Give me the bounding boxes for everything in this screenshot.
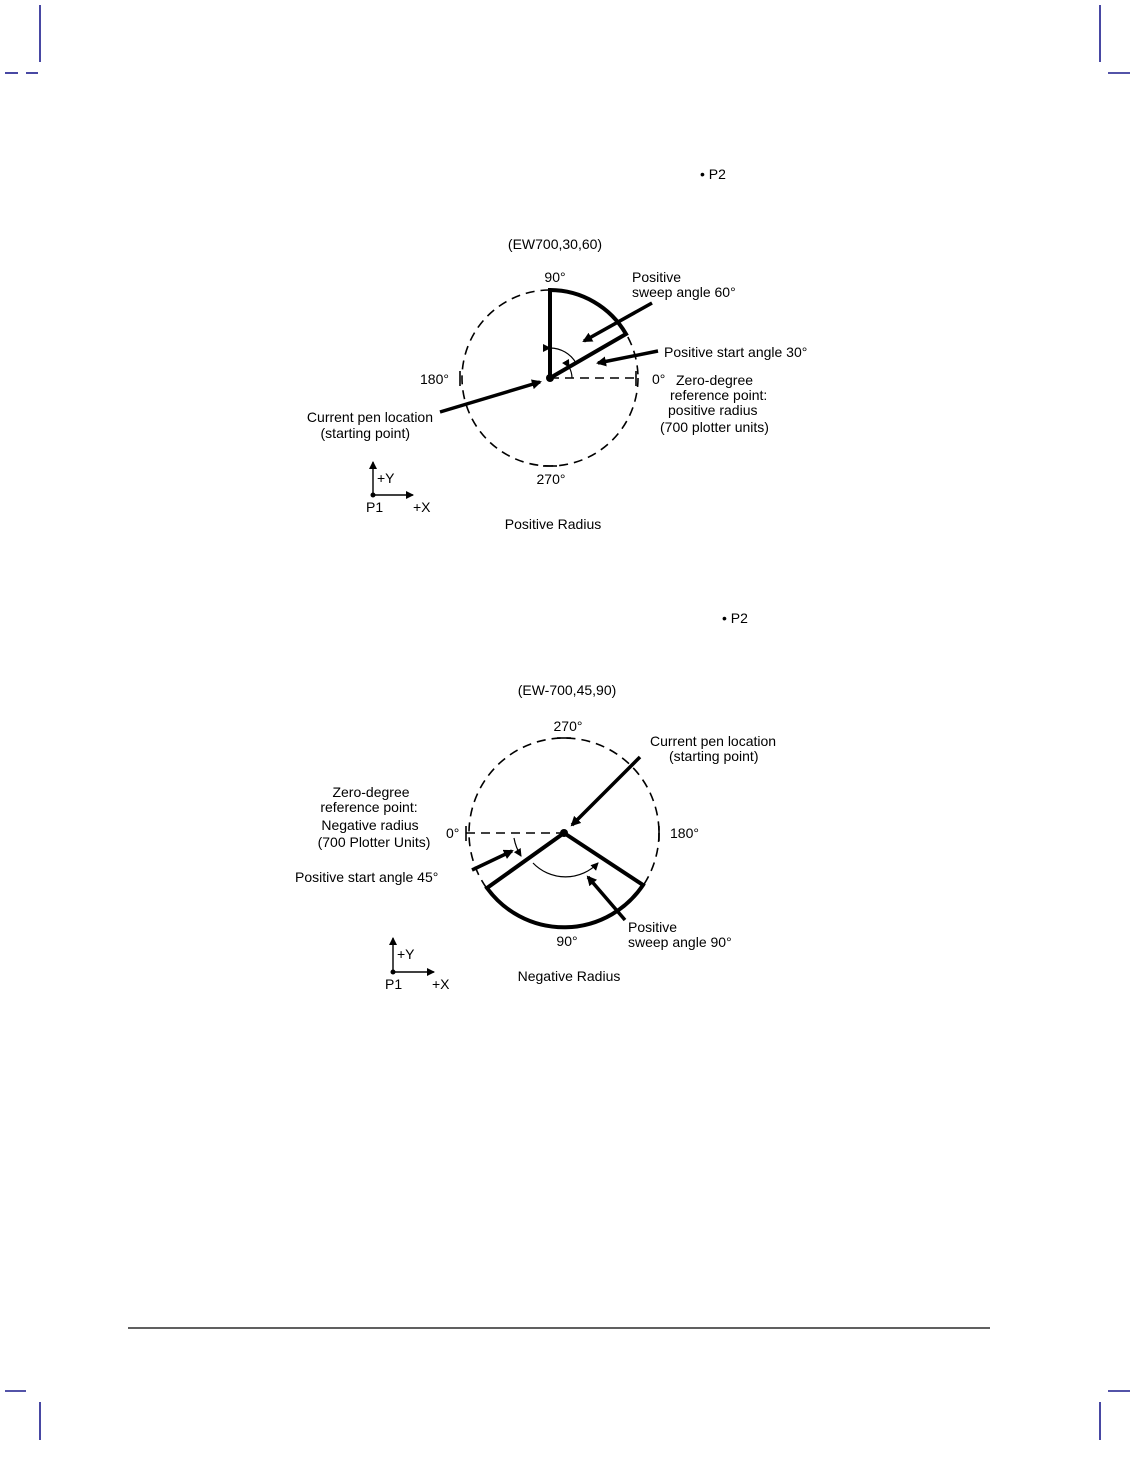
sweep-angle-arrow [584,303,652,341]
start-angle-label: Positive start angle 30° [664,344,808,360]
figure-positive-radius [307,166,807,532]
axis-indicator [366,462,431,515]
pen-location-label-line2: (starting point) [669,748,759,764]
start-angle-arrow [472,851,512,870]
zero-reference-line3: positive radius [668,402,758,418]
zero-reference-line2: reference point: [320,799,418,815]
wedge-30-to-90 [550,290,626,378]
angle-270-label: 270° [536,471,566,487]
start-angle-arc-indicator [514,838,521,856]
x-axis-label: +X [432,976,450,992]
start-angle-arrow [598,351,658,363]
sweep-angle-label-line2: sweep angle 90° [628,934,732,950]
angle-180-label: 180° [420,371,449,387]
figure-negative-radius [295,610,776,992]
angle-0-label: 0° [652,371,666,387]
angle-0-label: 0° [446,825,460,841]
start-angle-arc-indicator [569,367,572,378]
sweep-angle-label-line1: Positive [632,269,682,285]
zero-reference-line3: Negative radius [321,817,419,833]
pen-location-arrow [440,382,540,412]
p1-origin-dot [371,493,376,498]
y-axis-label: +Y [397,946,415,962]
zero-reference-line1: Zero-degree [676,372,754,388]
y-axis-label: +Y [377,470,395,486]
pen-location-label-line2: (starting point) [320,425,410,441]
p1-label: P1 [385,976,403,992]
zero-reference-line4: (700 Plotter Units) [317,834,431,850]
angle-90-label: 90° [544,269,566,285]
figure-caption: Positive Radius [504,516,602,532]
sweep-angle-arc-indicator [550,348,576,363]
sweep-angle-label-line2: sweep angle 60° [632,284,736,300]
pen-location-arrow [572,757,640,825]
angle-90-label: 90° [556,933,578,949]
center-point [560,829,568,837]
figure-caption: Negative Radius [517,968,621,984]
sweep-angle-arc-indicator [533,863,598,877]
p2-label: • P2 [700,166,726,182]
zero-reference-line1: Zero-degree [332,784,410,800]
zero-reference-line4: (700 plotter units) [660,419,769,435]
command-label: (EW-700,45,90) [517,682,617,698]
p1-label: P1 [366,499,384,515]
start-angle-label: Positive start angle 45° [295,869,439,885]
p2-label: • P2 [722,610,748,626]
pen-location-label-line1: Current pen location [306,409,433,425]
command-label: (EW700,30,60) [507,236,603,252]
pen-location-label-line1: Current pen location [650,733,777,749]
x-axis-label: +X [413,499,431,515]
p1-origin-dot [391,970,396,975]
sweep-angle-arrow [588,877,625,920]
axis-indicator [385,938,450,992]
sweep-angle-label-line1: Positive [628,919,678,935]
angle-270-label: 270° [553,718,583,734]
angle-180-label: 180° [670,825,699,841]
zero-reference-line2: reference point: [670,387,768,403]
center-point [546,374,554,382]
